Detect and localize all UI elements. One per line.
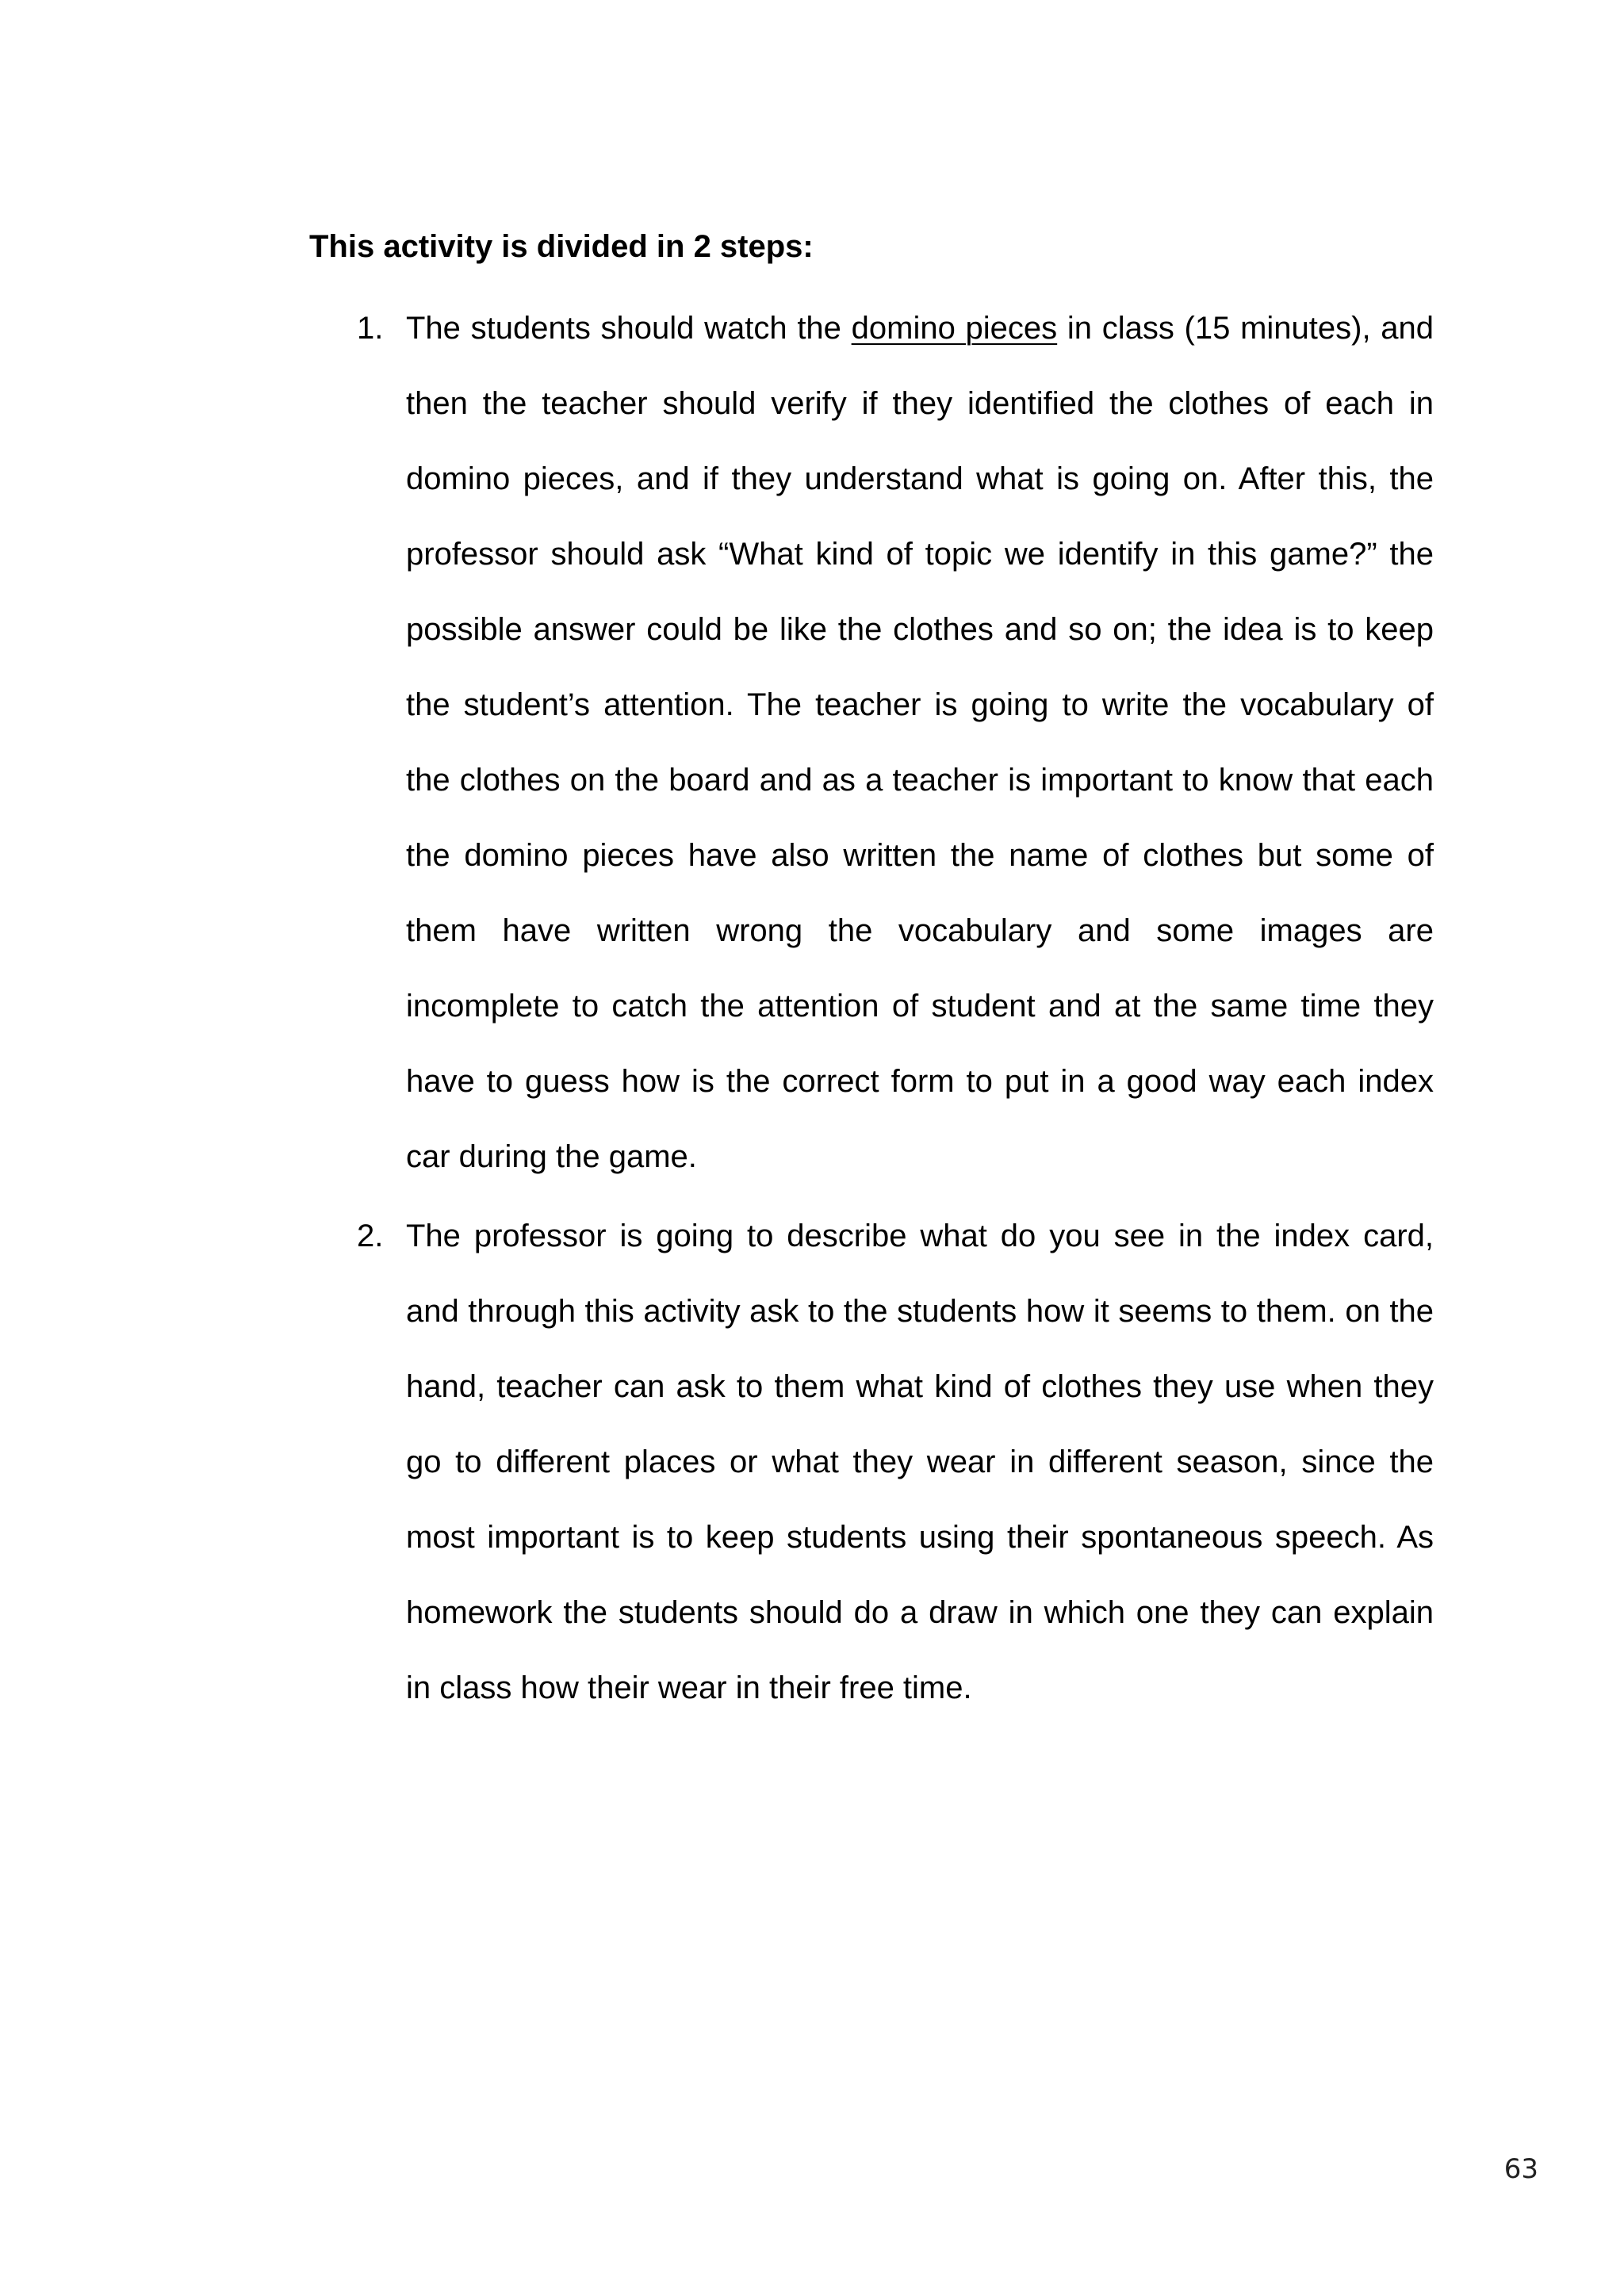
text-line: car during the game. [406,1139,697,1174]
text-fragment: The students should watch the [406,311,852,346]
text-line: the student’s attention. The teacher is going to write the vocabulary of [406,687,1434,722]
text-line: most important is to keep students using their spontaneous speech. As [406,1520,1434,1555]
text-line: professor should ask “What kind of topic we identify in this game?” the [406,537,1434,572]
list-item-body [406,308,1434,1177]
text-fragment: in class (15 minutes), and [1057,311,1434,346]
text-line: possible answer could be like the clothes and so on; the idea is to keep [406,612,1434,647]
text-line: incomplete to catch the attention of student and at the same time they [406,989,1434,1024]
list-item-number: 1. [357,311,384,346]
text-line: homework the students should do a draw in which one they can explain [406,1595,1434,1630]
text-line: them have written wrong the vocabulary and some images are [406,913,1434,948]
text-line: go to different places or what they wear in different season, since the [406,1445,1434,1479]
text-line: domino pieces, and if they understand what is going on. After this, the [406,461,1434,496]
text-line: the domino pieces have also written the name of clothes but some of [406,838,1434,873]
list-item-body [406,1216,1434,1708]
text-line [406,308,1434,348]
list-item-number: 2. [357,1219,384,1253]
text-line: and through this activity ask to the students how it seems to them. on the [406,1294,1434,1329]
section-heading: This activity is divided in 2 steps: [309,229,814,264]
text-line: The professor is going to describe what do you see in the index card, [406,1219,1434,1253]
text-line: the clothes on the board and as a teacher is important to know that each [406,763,1434,798]
text-line: in class how their wear in their free time. [406,1670,972,1705]
text-line: have to guess how is the correct form to put in a good way each index [406,1064,1434,1099]
text-line: then the teacher should verify if they identified the clothes of each in [406,386,1434,421]
page-number: 63 [1503,2153,1538,2185]
underlined-term: domino pieces [851,311,1058,346]
text-line: hand, teacher can ask to them what kind of clothes they use when they [406,1369,1434,1404]
